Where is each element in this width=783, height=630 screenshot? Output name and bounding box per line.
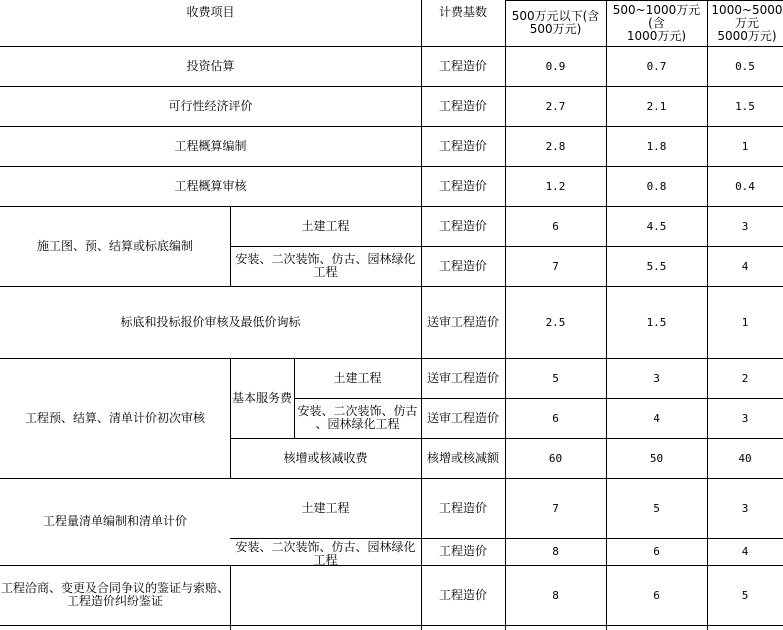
row-value: 40 xyxy=(738,451,752,465)
row-basis: 送审工程造价 xyxy=(426,314,499,329)
row-basis: 工程造价 xyxy=(438,58,487,73)
row-value: 0.8 xyxy=(646,179,667,193)
row-value: 1.8 xyxy=(646,139,667,153)
row-basis: 工程造价 xyxy=(438,98,487,113)
header-item: 收费项目 xyxy=(186,5,235,19)
row-value: 1 xyxy=(741,139,749,153)
row-basis: 工程造价 xyxy=(438,544,487,558)
row-basis: 送审工程造价 xyxy=(426,410,499,425)
row-value: 1.5 xyxy=(646,315,667,329)
row-value: 8 xyxy=(552,545,559,558)
row-value: 2 xyxy=(741,371,749,385)
header-basis: 计费基数 xyxy=(438,5,487,19)
row-value: 8 xyxy=(552,588,559,602)
row-line xyxy=(0,625,783,626)
row-item: 标底和投标报价审核及最低价询标 xyxy=(120,314,301,329)
row-item: 投资估算 xyxy=(186,58,235,73)
base-service-fee: 基本服务费 xyxy=(231,390,292,405)
row-value: 1.2 xyxy=(545,179,566,193)
row-item: 可行性经济评价 xyxy=(168,98,253,113)
row-basis: 工程造价 xyxy=(438,500,487,515)
sub-item: 土建工程 xyxy=(301,500,350,515)
row-value: 2.1 xyxy=(646,99,667,113)
row-value: 6 xyxy=(653,545,660,558)
row-value: 3 xyxy=(741,501,749,515)
row-basis: 工程造价 xyxy=(438,138,487,153)
row-value: 5.5 xyxy=(646,259,667,273)
sub-item: 土建工程 xyxy=(301,218,350,233)
group-item: 工程量清单编制和清单计价 xyxy=(42,514,187,528)
row-value: 5 xyxy=(741,588,749,602)
row-item: 工程概算审核 xyxy=(174,178,247,193)
row-basis: 送审工程造价 xyxy=(426,370,499,385)
sub-item: 安装、二次装饰、仿古、园林绿化 工程 xyxy=(235,252,416,279)
row-basis: 核增或核减额 xyxy=(426,450,499,465)
row-value: 4 xyxy=(653,411,660,425)
row-value: 0.4 xyxy=(735,179,755,193)
row-value: 0.9 xyxy=(545,59,566,73)
row-value: 3 xyxy=(741,219,749,233)
sub-item: 安装、二次装饰、仿古、园林绿化 工程 xyxy=(235,540,416,565)
row-basis: 工程造价 xyxy=(438,218,487,233)
group-item: 施工图、预、结算或标底编制 xyxy=(36,238,193,253)
row-value: 2.5 xyxy=(545,315,566,329)
row-value: 0.5 xyxy=(735,59,755,73)
row-value: 60 xyxy=(548,451,563,465)
row-value: 1.5 xyxy=(735,99,755,113)
sub-item: 土建工程 xyxy=(333,370,382,385)
row-basis: 工程造价 xyxy=(438,178,487,193)
row-value: 4 xyxy=(741,259,749,273)
header-range-1: 500万元以下(含 500万元) xyxy=(511,9,600,36)
row-basis: 工程造价 xyxy=(438,587,487,602)
sub-item: 安装、二次装饰、仿古 、园林绿化工程 xyxy=(297,404,418,431)
row-value: 6 xyxy=(552,411,559,425)
header-range-3: 1000~5000万元 5000万元) xyxy=(711,2,783,43)
col-line xyxy=(230,565,231,630)
row-basis: 工程造价 xyxy=(438,258,487,273)
row-value: 5 xyxy=(552,371,559,385)
header-range-2: 500~1000万元(含 1000万元) xyxy=(612,2,701,43)
row-value: 2.8 xyxy=(545,139,566,153)
row-item: 工程概算编制 xyxy=(174,138,247,153)
row-value: 1 xyxy=(741,315,749,329)
row-value: 6 xyxy=(653,588,660,602)
sub-item: 核增或核减收费 xyxy=(283,450,368,465)
row-value: 7 xyxy=(552,501,559,515)
row-value: 0.7 xyxy=(646,59,667,73)
row-value: 4.5 xyxy=(646,219,667,233)
row-value: 4 xyxy=(741,545,749,558)
row-value: 50 xyxy=(649,451,664,465)
row-value: 7 xyxy=(552,259,559,273)
row-item: 工程洽商、变更及合同争议的鉴证与索赔、 工程造价纠纷鉴证 xyxy=(0,581,229,608)
row-value: 6 xyxy=(552,219,559,233)
row-value: 5 xyxy=(653,501,660,515)
group-item: 工程预、结算、清单计价初次审核 xyxy=(24,410,205,425)
row-value: 3 xyxy=(653,371,660,385)
row-value: 3 xyxy=(741,411,749,425)
row-value: 2.7 xyxy=(545,99,566,113)
